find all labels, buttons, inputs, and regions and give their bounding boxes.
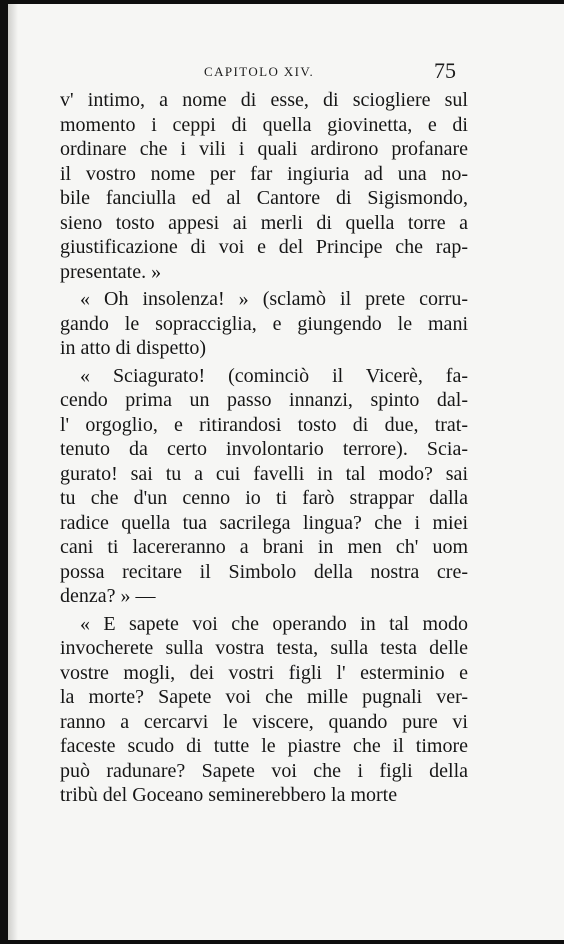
text-line: possa recitare il Simbolo della nostra cre- <box>60 560 468 583</box>
paragraph <box>60 88 468 284</box>
text-line: vostre mogli, dei vostri figli l' esterminio e <box>60 661 468 684</box>
page-number: 75 <box>434 58 456 83</box>
text-line: radice quella tua sacrilega lingua? che i miei <box>60 511 468 534</box>
text-line: tenuto da certo involontario terrore). Scia- <box>60 438 468 460</box>
text-line: tribù del Goceano seminerebbero la morte <box>60 784 398 806</box>
text-line: tu che d'un cenno io ti farò strappar dalla <box>60 487 468 509</box>
text-line: l' orgoglio, e ritirandosi tosto di due, trat- <box>60 413 468 436</box>
text-line: « Oh insolenza! » (sclamò il prete corru- <box>80 288 468 310</box>
text-line: gando le sopracciglia, e giungendo le mani <box>60 312 468 335</box>
text-line: cendo prima un passo innanzi, spinto dal- <box>60 389 468 411</box>
book-page <box>8 4 564 940</box>
text-line: può radunare? Sapete voi che i figli della <box>60 759 468 782</box>
text-line: faceste scudo di tutte le piastre che il timore <box>60 735 468 757</box>
page-body-text <box>60 88 468 808</box>
text-line: denza? » — <box>60 585 156 607</box>
paragraph <box>60 364 468 609</box>
page-binding-shadow <box>8 4 18 940</box>
text-line: gurato! sai tu a cui favelli in tal modo? sai <box>60 462 468 485</box>
text-line: ranno a cercarvi le viscere, quando pure vi <box>60 710 468 733</box>
chapter-heading: CAPITOLO XIV. <box>204 64 315 79</box>
text-line: bile fanciulla ed al Cantore di Sigismondo, <box>60 187 468 209</box>
text-line: sieno tosto appesi ai merli di quella torre a <box>60 211 468 234</box>
text-line: invocherete sulla vostra testa, sulla testa delle <box>60 637 468 659</box>
text-line: la morte? Sapete voi che mille pugnali ver- <box>60 686 468 708</box>
text-line: ordinare che i vili i quali ardirono profanare <box>60 138 468 160</box>
text-line: giustificazione di voi e del Principe che rap- <box>60 236 468 258</box>
paragraph <box>60 612 468 808</box>
text-line: v' intimo, a nome di esse, di sciogliere sul <box>60 89 468 111</box>
paragraph <box>60 287 468 361</box>
text-line: « Sciagurato! (cominciò il Vicerè, fa- <box>80 364 468 387</box>
text-line: cani ti lacereranno a brani in men ch' uom <box>60 536 468 558</box>
text-line: il vostro nome per far ingiuria ad una no- <box>60 162 468 185</box>
text-line: presentate. » <box>60 260 162 283</box>
running-header <box>8 58 564 84</box>
text-line: « E sapete voi che operando in tal modo <box>80 612 468 635</box>
text-line: momento i ceppi di quella giovinetta, e di <box>60 113 468 136</box>
text-line: in atto di dispetto) <box>60 337 207 359</box>
